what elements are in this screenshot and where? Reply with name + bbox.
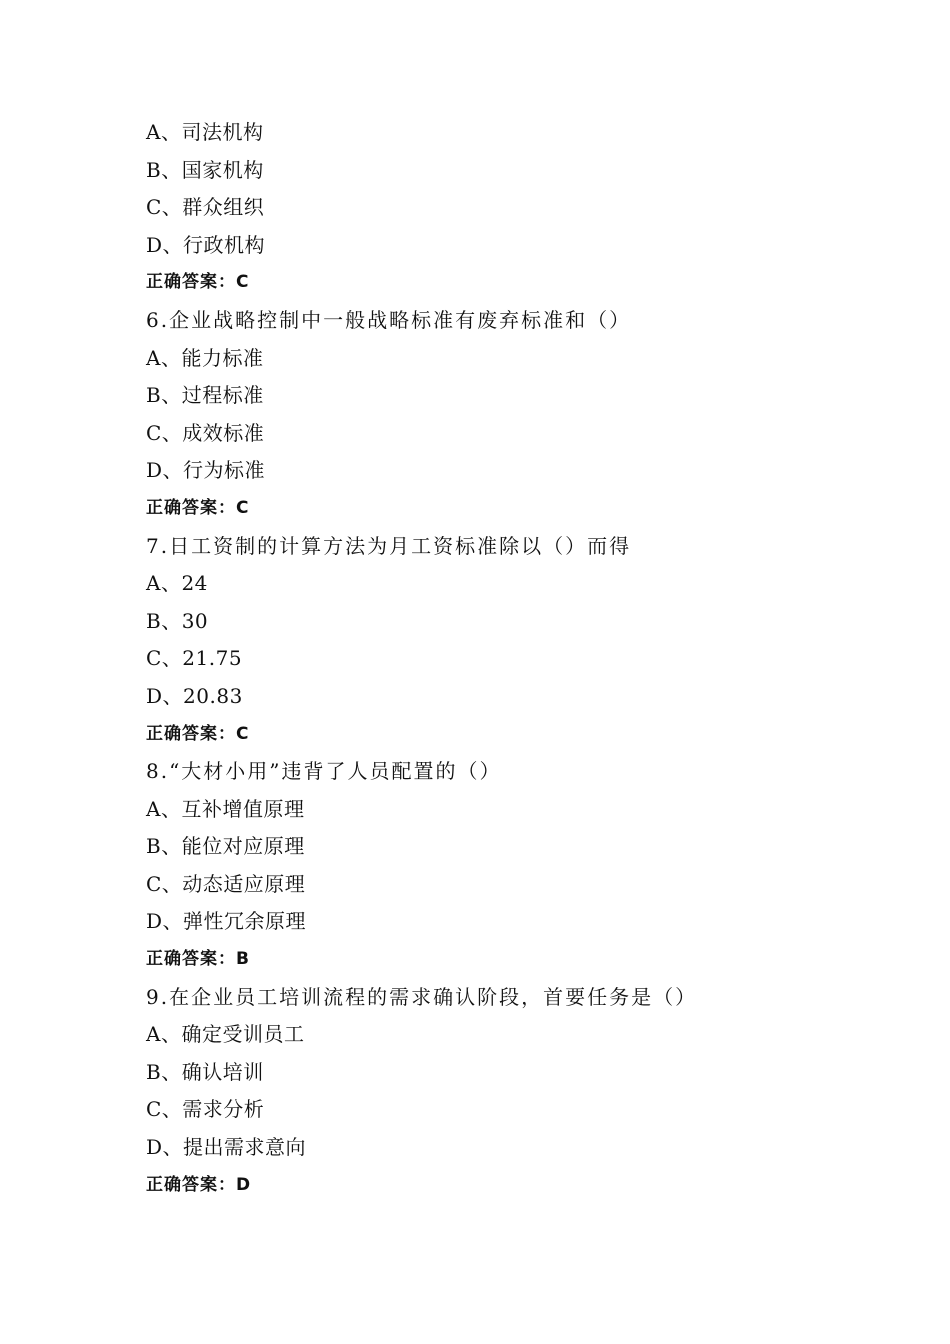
- question-7: 7.日工资制的计算方法为月工资标准除以（）而得: [146, 533, 632, 558]
- question-6: 6.企业战略控制中一般战略标准有废弃标准和（）: [146, 307, 632, 332]
- option-b: B、30: [146, 608, 209, 633]
- option-c: C、需求分析: [146, 1097, 265, 1122]
- option-d: D、提出需求意向: [146, 1135, 307, 1160]
- question-9: 9.在企业员工培训流程的需求确认阶段，首要任务是（）: [146, 984, 698, 1009]
- option-b: B、能位对应原理: [146, 834, 305, 859]
- option-d: D、行政机构: [146, 232, 266, 257]
- option-d: D、弹性冗余原理: [146, 909, 307, 934]
- option-a: A、互补增值原理: [146, 796, 305, 821]
- answer-line: 正确答案：B: [146, 949, 250, 970]
- option-b: B、确认培训: [146, 1059, 264, 1084]
- option-a: A、能力标准: [146, 345, 264, 370]
- option-b: B、国家机构: [146, 157, 264, 182]
- option-d: D、行为标准: [146, 458, 266, 483]
- option-c: C、21.75: [146, 646, 243, 671]
- option-c: C、群众组织: [146, 195, 265, 220]
- question-8: 8.“大材小用”违背了人员配置的（）: [146, 759, 502, 784]
- answer-line: 正确答案：D: [146, 1174, 252, 1195]
- option-c: C、成效标准: [146, 420, 265, 445]
- answer-line: 正确答案：C: [146, 723, 250, 744]
- answer-line: 正确答案：C: [146, 272, 250, 293]
- option-c: C、动态适应原理: [146, 871, 306, 896]
- question-list: [146, 114, 906, 1204]
- option-a: A、24: [146, 571, 208, 596]
- answer-line: 正确答案：C: [146, 497, 250, 518]
- option-d: D、20.83: [146, 683, 243, 708]
- option-a: A、司法机构: [146, 120, 264, 144]
- option-a: A、确定受训员工: [146, 1022, 305, 1047]
- option-b: B、过程标准: [146, 383, 264, 408]
